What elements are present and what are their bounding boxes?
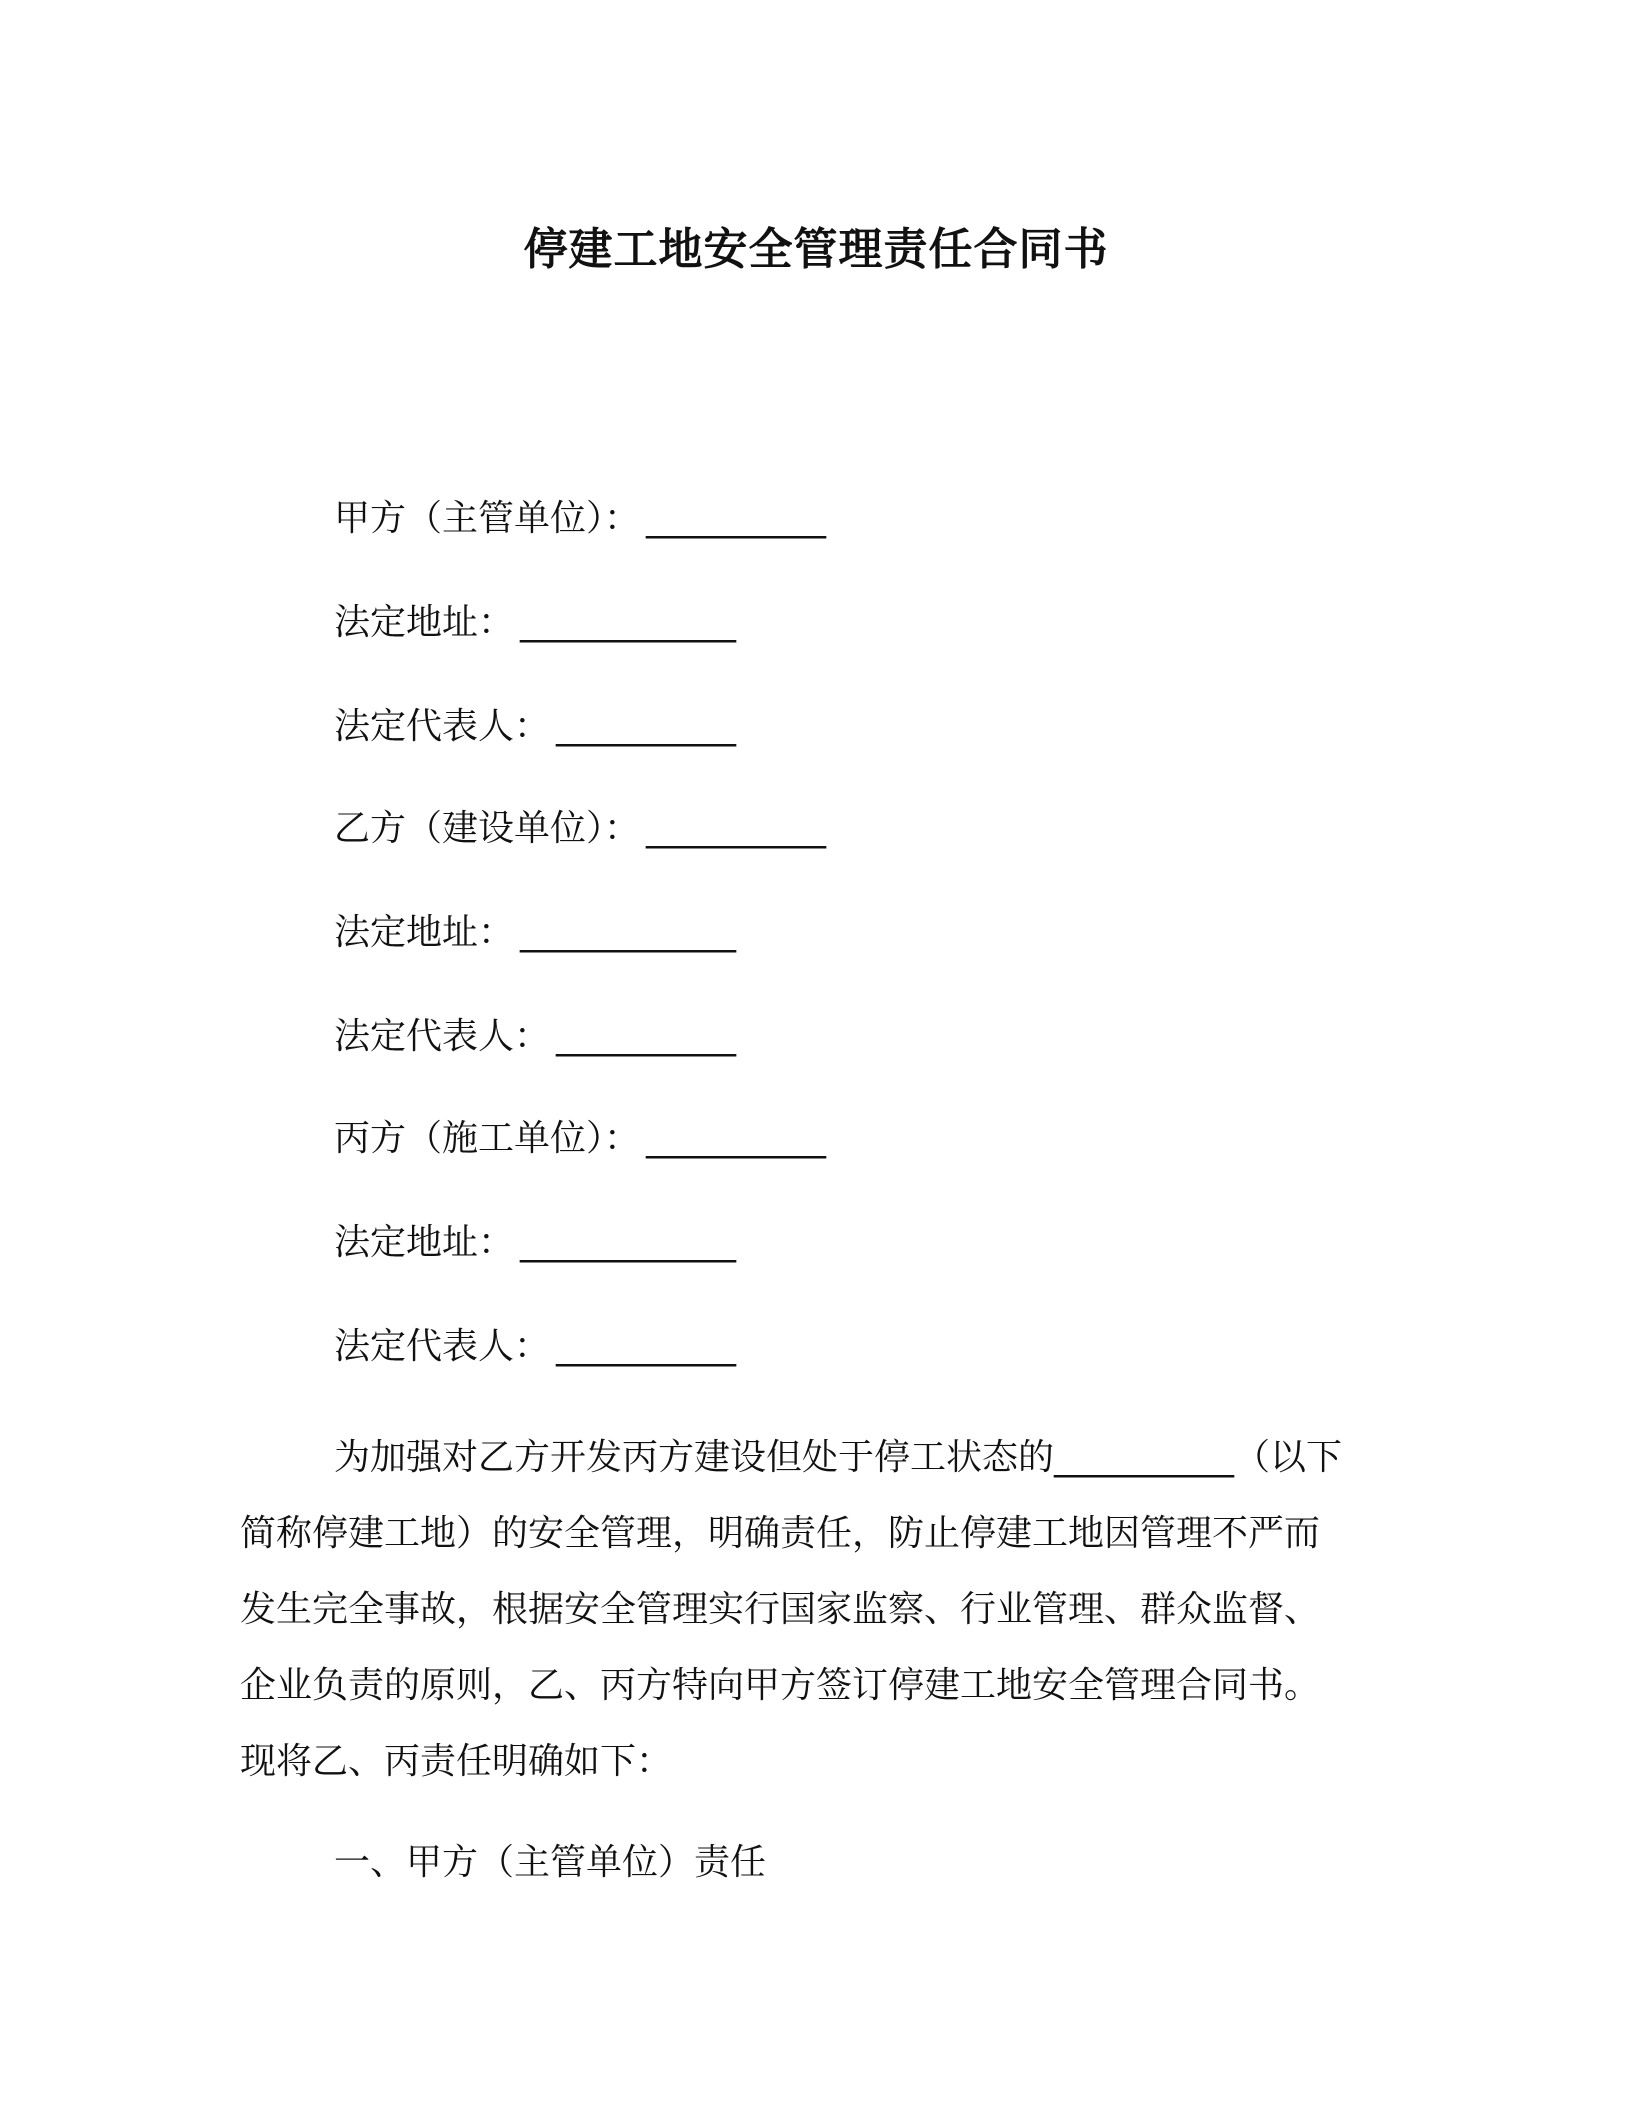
intro-line: 企业负责的原则，乙、丙方特向甲方签订停建工地安全管理合同书。 [240, 1665, 1321, 1706]
party-a-address-label: 法定地址： [334, 602, 515, 643]
section-heading: 一、甲方（主管单位）责任 [334, 1842, 767, 1883]
party-b-address-field [334, 906, 736, 960]
party-c-address-label: 法定地址： [334, 1222, 515, 1263]
party-c-representative-label: 法定代表人： [334, 1326, 551, 1367]
party-c-blank: __________ [646, 1118, 827, 1159]
party-b-field [334, 802, 826, 856]
party-c-representative-blank: __________ [556, 1326, 737, 1367]
intro-paragraph [240, 1420, 1390, 1800]
party-a-representative-blank: __________ [556, 706, 737, 747]
party-b-label: 乙方（建设单位）： [334, 808, 641, 849]
party-c-representative-field [334, 1320, 736, 1374]
party-b-representative-blank: __________ [556, 1016, 737, 1057]
document-title: 停建工地安全管理责任合同书 [523, 224, 1109, 275]
party-a-address-blank: ____________ [520, 602, 737, 643]
party-b-address-label: 法定地址： [334, 912, 515, 953]
party-c-address-field [334, 1216, 736, 1270]
party-c-field [334, 1112, 826, 1166]
party-b-address-blank: ____________ [520, 912, 737, 953]
party-b-blank: __________ [646, 808, 827, 849]
intro-line: 现将乙、丙责任明确如下： [240, 1741, 673, 1782]
party-a-representative-label: 法定代表人： [334, 706, 551, 747]
party-a-label: 甲方（主管单位）： [334, 498, 641, 539]
intro-line: 简称停建工地）的安全管理，明确责任，防止停建工地因管理不严而 [240, 1513, 1321, 1554]
party-a-field [334, 492, 826, 546]
party-b-representative-label: 法定代表人： [334, 1016, 551, 1057]
party-a-address-field [334, 596, 736, 650]
party-c-address-blank: ____________ [520, 1222, 737, 1263]
intro-line: 发生完全事故，根据安全管理实行国家监察、行业管理、群众监督、 [240, 1589, 1321, 1630]
party-c-label: 丙方（施工单位）： [334, 1118, 641, 1159]
intro-line: 为加强对乙方开发丙方建设但处于停工状态的__________（以下 [334, 1437, 1343, 1478]
party-b-representative-field [334, 1010, 736, 1064]
party-a-representative-field [334, 700, 736, 754]
party-a-blank: __________ [646, 498, 827, 539]
